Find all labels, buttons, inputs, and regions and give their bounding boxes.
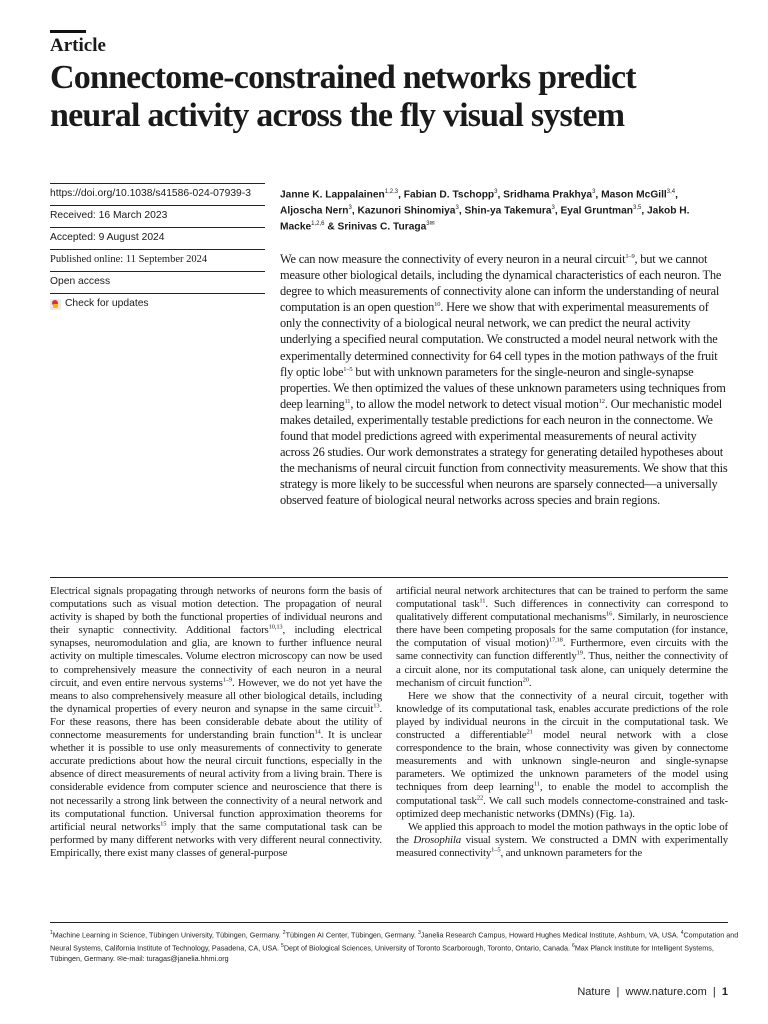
- text-run: artificial neural network architectures that can be trained to perform the same computational task: [396, 585, 728, 611]
- author-name[interactable]: Aljoscha Nern: [280, 205, 349, 217]
- text-run: model neural network with a close correspondence to the brain, whose connectivity was given by connectome measurements and with unknown single-neuron and single-synapse parameters. We optimized the unknown parameters of the model using techniques from deep learning: [396, 729, 728, 794]
- citation-superscript: 11: [344, 397, 351, 405]
- author-separator: ,: [497, 189, 504, 201]
- text-run: Electrical signals propagating through networks of neurons form the basis of computations such as visual motion detection. The propagation of neural activity is shaped by both the functional properties of individual neurons and their synaptic connectivity. Additional factors: [50, 585, 382, 637]
- text-run: We applied this approach to model the motion pathways in the optic lobe of the: [396, 820, 728, 846]
- article-type-label: Article: [50, 30, 86, 57]
- author-affiliation: 3: [455, 204, 459, 211]
- author-separator: ,: [458, 205, 465, 217]
- text-run: Max Planck Institute for Intelligent Systems, Tübingen, Germany.: [50, 943, 714, 964]
- text-run: , to enable the model to accomplish the computational task: [396, 781, 728, 807]
- accepted-date: Accepted: 9 August 2024: [50, 227, 265, 249]
- title-line-1: Connectome-constrained networks predict: [50, 59, 636, 96]
- author-name[interactable]: Janne K. Lappalainen: [280, 189, 385, 201]
- check-for-updates-label: Check for updates: [65, 298, 149, 309]
- divider: [50, 577, 728, 578]
- citation-superscript: 3: [417, 930, 421, 936]
- title-line-2: neural activity across the fly visual system: [50, 97, 625, 134]
- author-name[interactable]: Kazunori Shinomiya: [357, 205, 456, 217]
- author-affiliation: 3,4: [666, 189, 676, 195]
- author-separator: ,: [351, 205, 358, 217]
- text-run: . Furthermore, even circuits with the same connectivity can function differently: [396, 637, 728, 663]
- text-run: .: [528, 676, 532, 689]
- citation-superscript: 20: [522, 676, 529, 684]
- citation-superscript: 4: [680, 930, 684, 936]
- check-for-updates-button[interactable]: [50, 293, 265, 315]
- author-affiliation: 3,5: [632, 204, 642, 211]
- text-run: . It is unclear whether it is possible to use only measurements of connectivity to generate accurate predictions about how the neural circuit functions, especially in the absence of direct measurements of neural activity from a living brain. There is considerable evidence from computer science and neuroscience that there is not necessarily a strong link between the connectivity of a neural network and its computational function. Universal function approximation theorems for artificial neural networks: [50, 729, 382, 833]
- email-icon[interactable]: ✉: [429, 220, 435, 227]
- author-name[interactable]: Fabian D. Tschopp: [403, 189, 495, 201]
- author-name[interactable]: Sridhama Prakhya: [503, 189, 593, 201]
- text-run: , and unknown parameters for the: [500, 846, 643, 859]
- text-run: . However, we do not yet have the means to also comprehensively measure all other biological details, including the dynamical properties of every neuron and synapse in the same circuit: [50, 676, 382, 715]
- text-run: We can now measure the connectivity of every neuron in a neural circuit: [280, 252, 626, 266]
- author-name[interactable]: Mason McGill: [601, 189, 667, 201]
- body-paragraph: [50, 585, 382, 860]
- author-affiliation: 3: [426, 220, 430, 227]
- citation-superscript: 2: [282, 930, 286, 936]
- citation-superscript: 6: [572, 943, 575, 950]
- citation-superscript: 17,18: [548, 636, 563, 644]
- citation-superscript: 1: [50, 930, 53, 936]
- citation-superscript: 10: [434, 301, 441, 309]
- body-paragraph: [396, 690, 728, 821]
- text-run: imply that the same computational task can be performed by many different networks with very different neural connectivity. Empirically, there exist many classes of general-purpose: [50, 820, 382, 859]
- author-separator: ,: [398, 189, 404, 201]
- author-separator: ,: [641, 205, 647, 217]
- article-title: [50, 59, 740, 135]
- author-name[interactable]: Srinivas C. Turaga: [337, 220, 427, 232]
- text-run: , to allow the model network to detect visual motion: [350, 396, 599, 411]
- author-name[interactable]: Eyal Gruntman: [560, 205, 633, 217]
- text-run: Computation and Neural Systems, California Institute of Technology, Pasadena, CA, USA.: [50, 930, 739, 953]
- journal-name: Nature: [577, 986, 611, 998]
- text-run: Here we show that the connectivity of a neural circuit, together with knowledge of its computational task, enables accurate predictions of the role played by individual neurons in the circuit in the computational task. We constructed a differentiable: [396, 689, 728, 742]
- page-footer: Nature | www.nature.com | 1: [577, 986, 728, 998]
- text-run: . Here we show that with experimental measurements of only the connectivity of a biological neural network, we can predict the neural activity underlying a specified neural computation. We constructed a model neural network with the experimentally determined connectivity for 64 cell types in the motion pathways of the fruit fly optic lobe: [280, 300, 718, 379]
- footnote-divider: [50, 922, 728, 923]
- body-paragraph: [396, 821, 728, 860]
- citation-superscript: 11: [479, 597, 486, 605]
- text-run: ✉e-mail: turagas@janelia.hhmi.org: [116, 954, 229, 964]
- italic-text: Drosophila: [413, 833, 462, 846]
- text-run: . Our mechanistic model makes detailed, experimentally testable predictions for each neuron in the connectome. We found that model predictions agreed with experimental measurements of neural activity across 26 studies. Our work demonstrates a strategy for generating detailed hypotheses about the mechanisms of neural circuit function from connectivity measurements. We show that this strategy is more likely to be successful when neurons are sparsely connected—a universally observed feature of biological neural networks across species and brain regions.: [280, 396, 728, 508]
- affiliations-footnote: [50, 928, 740, 965]
- author-affiliation: 3: [592, 189, 596, 195]
- author-list: [280, 186, 720, 233]
- received-date: Received: 16 March 2023: [50, 205, 265, 227]
- text-run: . We call such models connectome-constrained and task-optimized deep mechanistic networks (DMNs) (Fig. 1a).: [396, 794, 728, 820]
- author-affiliation: 3: [551, 204, 555, 211]
- text-run: Janelia Research Campus, Howard Hughes Medical Institute, Ashburn, VA, USA.: [420, 930, 681, 940]
- doi-link[interactable]: https://doi.org/10.1038/s41586-024-07939-3: [50, 183, 265, 205]
- author-separator: ,: [595, 189, 602, 201]
- text-run: Dept of Biological Sciences, University of Toronto Scarborough, Toronto, Ontario, Canada.: [283, 943, 573, 953]
- crossmark-icon: [50, 299, 61, 310]
- text-run: . Such differences in connectivity can correspond to qualitatively different computational mechanisms: [396, 598, 728, 624]
- citation-superscript: 19: [576, 649, 583, 657]
- author-separator: ,: [675, 189, 678, 201]
- author-name[interactable]: Shin-ya Takemura: [464, 205, 552, 217]
- abstract: [280, 251, 728, 509]
- citation-superscript: 15: [160, 820, 167, 828]
- text-run: visual system. We constructed a DMN with experimentally measured connectivity: [396, 833, 728, 859]
- text-run: . Similarly, in neuroscience there have been competing proposals for the same computation (for instance, the computation of visual motion): [396, 611, 728, 650]
- citation-superscript: 13: [373, 702, 380, 710]
- citation-superscript: 1–5: [343, 365, 353, 373]
- text-run: Tübingen AI Center, Tübingen, Germany.: [285, 930, 418, 940]
- text-run: . Thus, neither the connectivity of a circuit alone, nor its computational task alone, can uniquely determine the mechanism of circuit function: [396, 650, 728, 689]
- citation-superscript: 14: [314, 728, 321, 736]
- body-column-left: [50, 585, 382, 860]
- citation-superscript: 12: [598, 397, 605, 405]
- citation-superscript: 1–9: [222, 676, 232, 684]
- citation-superscript: 16: [606, 610, 613, 618]
- page-number: 1: [721, 986, 728, 998]
- journal-site-link[interactable]: www.nature.com: [625, 986, 707, 998]
- citation-superscript: 1–9: [625, 252, 635, 260]
- text-run: Machine Learning in Science, Tübingen University, Tübingen, Germany.: [52, 930, 283, 940]
- citation-superscript: 5: [281, 943, 284, 950]
- author-affiliation: 1,2,3: [384, 189, 399, 195]
- citation-superscript: 10,13: [268, 623, 283, 631]
- author-separator: ,: [554, 205, 561, 217]
- author-separator: &: [324, 220, 338, 232]
- text-run: but with unknown parameters for the single-neuron and single-synapse properties. We then optimized the values of these unknown parameters using techniques from deep learning: [280, 364, 726, 411]
- citation-superscript: 22: [476, 793, 484, 801]
- body-column-right: [396, 585, 728, 860]
- text-run: , but we cannot measure other biological details, including the dynamical characteristics of each neuron. The degree to which measurements of connectivity alone can inform the understanding of neural computation is an open question: [280, 252, 722, 315]
- author-affiliation: 3: [494, 189, 498, 195]
- open-access-label: Open access: [50, 271, 265, 293]
- body-paragraph: [396, 585, 728, 690]
- author-name[interactable]: Jakob H. Macke: [280, 205, 690, 232]
- article-meta: [50, 183, 265, 315]
- citation-superscript: 11: [533, 780, 540, 788]
- author-affiliation: 1,2,6: [311, 220, 325, 227]
- text-run: , including electrical synapses, neuromodulation and glia, are known to further influence neural activity on multiple timescales. Volume electron microscopy can now be used to comprehensively measure the connectivity of each neuron in a neural circuit, and even entire nervous systems: [50, 624, 382, 689]
- citation-superscript: 21: [526, 728, 533, 736]
- author-affiliation: 3: [348, 204, 352, 211]
- citation-superscript: 1–5: [491, 846, 501, 854]
- published-date: Published online: 11 September 2024: [50, 249, 265, 271]
- text-run: . For these reasons, there has been considerable debate about the utility of connectome measurements for understanding brain function: [50, 702, 382, 742]
